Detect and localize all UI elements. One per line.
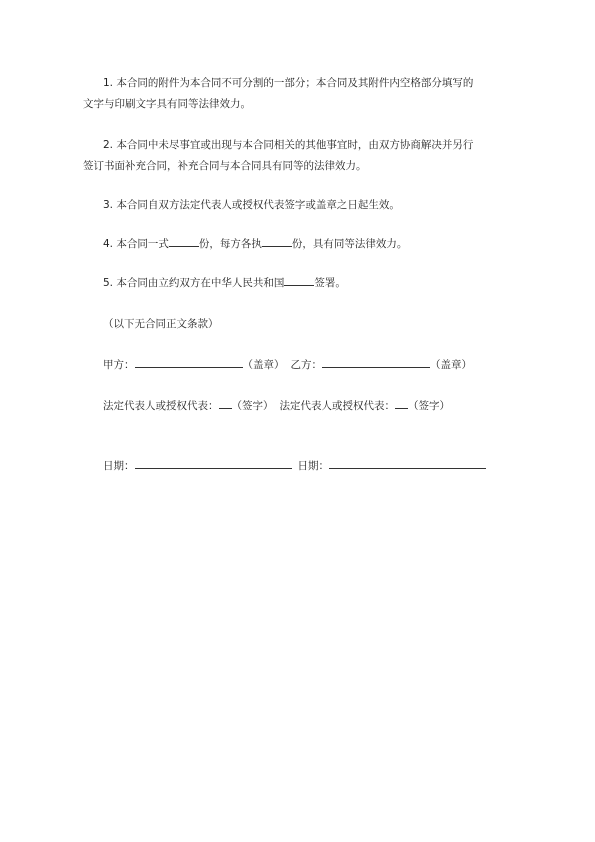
clause-4-part-b: 份，每方各执 xyxy=(198,238,262,250)
end-note-text: （以下无合同正文条款） xyxy=(103,318,219,330)
clause-1 xyxy=(83,73,528,115)
party-b-sign: （签字） xyxy=(408,400,450,412)
clause-2 xyxy=(83,135,528,177)
end-note xyxy=(103,314,528,335)
clause-5-part-b: 签署。 xyxy=(314,277,346,289)
party-a-blank[interactable] xyxy=(135,356,243,368)
party-a-label: 甲方： xyxy=(103,359,135,371)
clause-2-line-2: 签订书面补充合同，补充合同与本合同具有同等的法律效力。 xyxy=(83,160,367,172)
party-b-date-blank[interactable] xyxy=(329,457,486,469)
clause-4 xyxy=(103,234,528,255)
copies-each-blank[interactable] xyxy=(262,235,292,247)
party-b-rep-label: 法定代表人或授权代表： xyxy=(279,400,395,412)
clause-2-line-1: 2. 本合同中未尽事宜或出现与本合同相关的其他事宜时，由双方协商解决并另行 xyxy=(103,139,474,151)
representative-row xyxy=(103,397,450,414)
clause-3 xyxy=(103,195,528,216)
clause-5-part-a: 5. 本合同由立约双方在中华人民共和国 xyxy=(103,277,285,289)
party-a-date-blank[interactable] xyxy=(135,457,292,469)
party-a-rep-blank[interactable] xyxy=(219,397,232,409)
date-row xyxy=(103,457,486,474)
party-a-rep-label: 法定代表人或授权代表： xyxy=(103,400,219,412)
clause-1-line-2: 文字与印刷文字具有同等法律效力。 xyxy=(83,98,251,110)
party-b-seal: （盖章） xyxy=(430,359,472,371)
clause-5 xyxy=(103,273,528,294)
party-b-date-label: 日期： xyxy=(297,460,329,472)
party-seal-row xyxy=(103,356,472,373)
clause-1-line-1: 1. 本合同的附件为本合同不可分割的一部分；本合同及其附件内空格部分填写的 xyxy=(103,77,474,89)
party-a-sign: （签字） xyxy=(231,400,274,412)
copies-total-blank[interactable] xyxy=(169,235,199,247)
clause-3-text: 3. 本合同自双方法定代表人或授权代表签字或盖章之日起生效。 xyxy=(103,199,400,211)
signing-place-blank[interactable] xyxy=(284,274,314,286)
party-b-blank[interactable] xyxy=(322,356,430,368)
clause-4-part-a: 4. 本合同一式 xyxy=(103,238,169,250)
party-b-rep-blank[interactable] xyxy=(395,397,408,409)
clause-4-part-c: 份，具有同等法律效力。 xyxy=(291,238,408,250)
party-a-date-label: 日期： xyxy=(103,460,135,472)
party-b-label: 乙方： xyxy=(290,359,322,371)
party-a-seal: （盖章） xyxy=(242,359,285,371)
